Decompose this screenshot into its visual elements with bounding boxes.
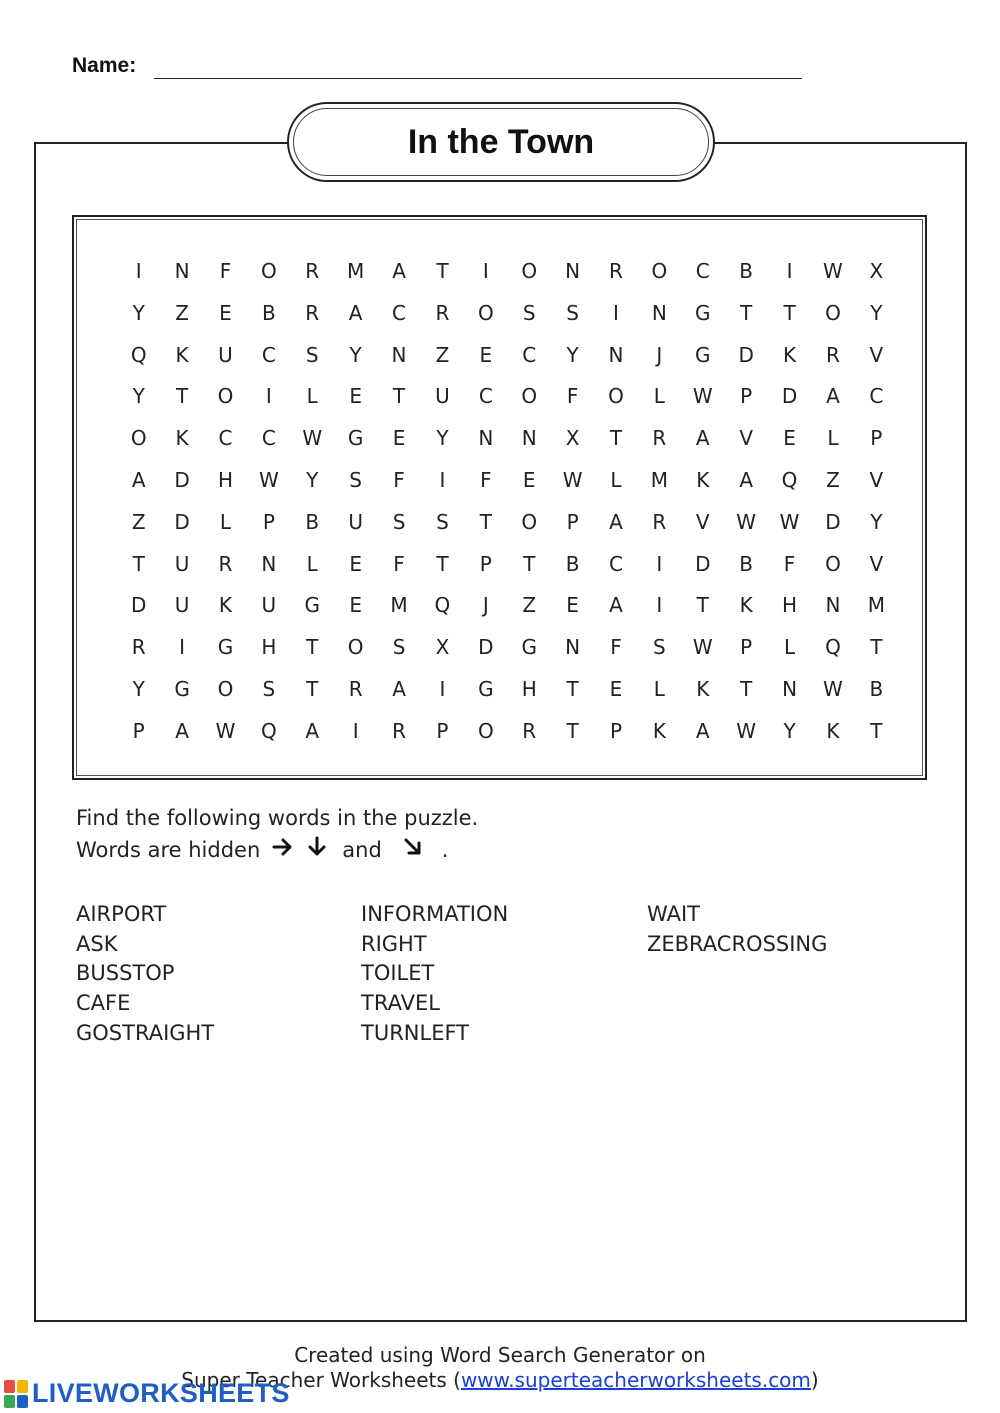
grid-cell[interactable]: S bbox=[392, 509, 406, 534]
grid-cell[interactable]: U bbox=[261, 593, 277, 618]
grid-cell[interactable]: W bbox=[823, 259, 843, 283]
grid-cell[interactable]: T bbox=[436, 259, 449, 283]
instruction-line-1: Find the following words in the puzzle. bbox=[76, 806, 479, 830]
arrow-down-right-icon bbox=[402, 836, 424, 863]
grid-cell[interactable]: F bbox=[219, 259, 232, 283]
grid-cell[interactable]: C bbox=[695, 259, 710, 283]
grid-cell[interactable]: L bbox=[827, 426, 839, 451]
grid-cell[interactable]: R bbox=[652, 509, 667, 534]
grid-cell[interactable]: J bbox=[656, 342, 663, 367]
grid-cell[interactable]: K bbox=[739, 593, 753, 618]
grid-cell[interactable]: A bbox=[131, 467, 146, 492]
grid-cell[interactable]: A bbox=[609, 509, 623, 534]
grid-cell[interactable]: I bbox=[656, 593, 663, 618]
grid-cell[interactable]: C bbox=[522, 342, 537, 367]
grid-cell[interactable]: V bbox=[869, 467, 884, 492]
grid-cell[interactable]: G bbox=[304, 593, 320, 618]
grid-cell[interactable]: W bbox=[823, 676, 843, 701]
grid-cell[interactable]: L bbox=[219, 509, 232, 534]
grid-cell[interactable]: E bbox=[349, 384, 362, 409]
grid-cell[interactable]: H bbox=[217, 467, 233, 492]
grid-cell[interactable]: Y bbox=[132, 300, 145, 325]
grid-cell[interactable]: W bbox=[692, 635, 713, 660]
grid-cell[interactable]: H bbox=[521, 676, 537, 701]
grid-cell[interactable]: I bbox=[439, 676, 446, 701]
grid-cell[interactable]: D bbox=[174, 467, 190, 492]
grid-cell[interactable]: C bbox=[609, 551, 623, 576]
grid-cell[interactable]: A bbox=[609, 593, 623, 618]
grid-cell[interactable]: O bbox=[477, 300, 494, 325]
grid-cell[interactable]: O bbox=[521, 509, 538, 534]
word-list-item: GOSTRAIGHT bbox=[76, 1020, 215, 1045]
grid-cell[interactable]: A bbox=[392, 676, 406, 701]
grid-cell[interactable]: S bbox=[653, 635, 666, 660]
grid-cell[interactable]: W bbox=[692, 384, 713, 409]
grid-cell[interactable]: I bbox=[179, 635, 186, 660]
grid-cell[interactable]: T bbox=[132, 551, 145, 576]
grid-cell[interactable]: A bbox=[695, 718, 710, 743]
grid-cell[interactable]: Q bbox=[130, 342, 147, 367]
grid-cell[interactable]: I bbox=[135, 259, 142, 283]
grid-cell[interactable]: S bbox=[262, 676, 276, 701]
instruction-prefix: Words are hidden bbox=[76, 837, 261, 862]
grid-cell[interactable]: B bbox=[565, 551, 580, 576]
grid-cell[interactable]: D bbox=[695, 551, 711, 576]
grid-cell[interactable]: B bbox=[262, 300, 276, 325]
grid-cell[interactable]: X bbox=[869, 259, 884, 283]
grid-cell[interactable]: K bbox=[696, 467, 710, 492]
grid-cell[interactable]: T bbox=[870, 718, 883, 743]
grid-cell[interactable]: Z bbox=[435, 342, 450, 367]
grid-cell[interactable]: R bbox=[392, 718, 406, 743]
grid-cell[interactable]: F bbox=[610, 635, 622, 660]
grid-cell[interactable]: C bbox=[392, 300, 407, 325]
grid-cell[interactable]: A bbox=[826, 384, 840, 409]
grid-cell[interactable]: Y bbox=[306, 467, 319, 492]
grid-cell[interactable]: O bbox=[217, 384, 234, 409]
grid-cell[interactable]: G bbox=[695, 300, 711, 325]
grid-cell[interactable]: B bbox=[739, 259, 754, 283]
grid-cell[interactable]: O bbox=[651, 259, 668, 283]
instruction-end: . bbox=[441, 837, 449, 862]
grid-cell[interactable]: E bbox=[349, 593, 362, 618]
grid-cell[interactable]: T bbox=[479, 509, 492, 534]
grid-cell[interactable]: F bbox=[783, 551, 796, 576]
grid-cell[interactable]: A bbox=[348, 300, 363, 325]
grid-cell[interactable]: Z bbox=[175, 300, 189, 325]
grid-cell[interactable]: P bbox=[609, 718, 623, 743]
grid-cell[interactable]: U bbox=[348, 509, 363, 534]
arrow-right-icon bbox=[272, 837, 294, 862]
grid-cell[interactable]: K bbox=[696, 676, 710, 701]
grid-cell[interactable]: Y bbox=[436, 426, 449, 451]
grid-cell[interactable]: D bbox=[825, 509, 841, 534]
grid-cell[interactable]: O bbox=[825, 300, 841, 325]
grid-cell[interactable]: I bbox=[265, 384, 272, 409]
grid-cell[interactable]: E bbox=[219, 300, 232, 325]
grid-cell[interactable]: O bbox=[217, 676, 234, 701]
grid-cell[interactable]: W bbox=[562, 467, 583, 492]
grid-cell[interactable]: M bbox=[347, 259, 365, 283]
grid-cell[interactable]: M bbox=[650, 467, 669, 492]
grid-cell[interactable]: R bbox=[609, 259, 623, 283]
grid-cell[interactable]: N bbox=[478, 426, 494, 451]
grid-cell[interactable]: D bbox=[174, 509, 190, 534]
grid-cell[interactable]: U bbox=[174, 593, 190, 618]
grid-cell[interactable]: Y bbox=[566, 342, 579, 367]
grid-cell[interactable]: O bbox=[521, 384, 538, 409]
grid-cell[interactable]: W bbox=[258, 467, 279, 492]
grid-cell[interactable]: K bbox=[175, 426, 189, 451]
grid-cell[interactable]: S bbox=[436, 509, 449, 534]
grid-cell[interactable]: T bbox=[609, 426, 623, 451]
grid-cell[interactable]: E bbox=[522, 467, 536, 492]
grid-cell[interactable]: Z bbox=[826, 467, 840, 492]
grid-cell[interactable]: V bbox=[739, 426, 753, 451]
grid-cell[interactable]: R bbox=[305, 300, 320, 325]
word-list-column-2 bbox=[361, 900, 508, 1049]
grid-cell[interactable]: N bbox=[521, 426, 537, 451]
grid-cell[interactable]: G bbox=[478, 676, 494, 701]
grid-cell[interactable]: N bbox=[651, 300, 667, 325]
footer-link[interactable]: www.superteacherworksheets.com bbox=[460, 1368, 811, 1392]
grid-cell[interactable]: C bbox=[218, 426, 233, 451]
grid-cell[interactable]: Y bbox=[349, 342, 362, 367]
grid-cell[interactable]: R bbox=[131, 635, 146, 660]
grid-cell[interactable]: C bbox=[261, 426, 276, 451]
grid-cell[interactable]: L bbox=[653, 384, 665, 409]
worksheet-title: In the Town bbox=[407, 122, 595, 161]
word-list-item: TRAVEL bbox=[361, 991, 440, 1016]
grid-cell[interactable]: P bbox=[479, 551, 492, 576]
footer-source-prefix: Super Teacher Worksheets ( bbox=[181, 1368, 461, 1392]
grid-cell[interactable]: T bbox=[566, 676, 579, 701]
grid-cell[interactable]: I bbox=[352, 718, 359, 743]
grid-cell[interactable]: K bbox=[218, 593, 233, 618]
grid-cell[interactable]: T bbox=[566, 718, 579, 743]
grid-cell[interactable]: T bbox=[870, 635, 883, 660]
grid-cell[interactable]: P bbox=[870, 426, 883, 451]
grid-cell[interactable]: T bbox=[740, 300, 753, 325]
grid-cell[interactable]: N bbox=[565, 635, 581, 660]
grid-cell[interactable]: E bbox=[783, 426, 796, 451]
grid-cell[interactable]: B bbox=[305, 509, 320, 534]
grid-cell[interactable]: Y bbox=[132, 384, 145, 409]
grid-cell[interactable]: C bbox=[261, 342, 276, 367]
grid-cell[interactable]: X bbox=[565, 426, 580, 451]
grid-cell[interactable]: N bbox=[261, 551, 277, 576]
word-list-column-3 bbox=[647, 900, 827, 959]
word-list-item: INFORMATION bbox=[361, 902, 509, 926]
grid-cell[interactable]: U bbox=[218, 342, 233, 367]
name-underline[interactable] bbox=[154, 78, 802, 79]
grid-cell[interactable]: R bbox=[522, 718, 537, 743]
grid-cell[interactable]: Q bbox=[825, 635, 841, 660]
grid-cell[interactable]: N bbox=[825, 593, 841, 618]
grid-cell[interactable]: L bbox=[610, 467, 622, 492]
grid-cell[interactable]: E bbox=[349, 551, 362, 576]
grid-cell[interactable]: D bbox=[130, 593, 147, 618]
grid-cell[interactable]: S bbox=[522, 300, 536, 325]
grid-cell[interactable]: U bbox=[435, 384, 450, 409]
logo-text: LIVEWORKSHEETS bbox=[32, 1378, 290, 1408]
grid-cell[interactable]: Q bbox=[781, 467, 798, 492]
grid-cell[interactable]: K bbox=[782, 342, 797, 367]
grid-cell[interactable]: R bbox=[435, 300, 450, 325]
instruction-line-2 bbox=[76, 836, 448, 863]
grid-cell[interactable]: T bbox=[436, 551, 449, 576]
grid-cell[interactable]: P bbox=[566, 509, 579, 534]
grid-cell[interactable]: Q bbox=[260, 718, 277, 743]
grid-cell[interactable]: V bbox=[695, 509, 710, 534]
grid-cell[interactable]: V bbox=[869, 551, 884, 576]
grid-cell[interactable]: S bbox=[566, 300, 579, 325]
liveworksheets-logo bbox=[4, 1378, 290, 1409]
grid-cell[interactable]: N bbox=[391, 342, 407, 367]
grid-cell[interactable]: N bbox=[565, 259, 581, 283]
grid-cell[interactable]: O bbox=[130, 426, 147, 451]
grid-cell[interactable]: D bbox=[478, 635, 494, 660]
grid-cell[interactable]: N bbox=[782, 676, 798, 701]
grid-cell[interactable]: D bbox=[781, 384, 798, 409]
grid-cell[interactable]: F bbox=[480, 467, 492, 492]
grid-cell[interactable]: I bbox=[439, 467, 446, 492]
grid-cell[interactable]: X bbox=[435, 635, 450, 660]
name-row bbox=[72, 54, 732, 84]
grid-cell[interactable]: W bbox=[779, 509, 800, 534]
grid-cell[interactable]: K bbox=[826, 718, 840, 743]
grid-cell[interactable]: T bbox=[696, 593, 709, 618]
word-list-item: TURNLEFT bbox=[361, 1020, 470, 1045]
grid-cell[interactable]: C bbox=[478, 384, 493, 409]
footer-credit: Created using Word Search Generator on bbox=[294, 1343, 706, 1367]
grid-cell[interactable]: T bbox=[175, 384, 189, 409]
grid-cell[interactable]: W bbox=[215, 718, 236, 743]
grid-cell[interactable]: C bbox=[869, 384, 884, 409]
grid-cell[interactable]: O bbox=[521, 259, 538, 283]
grid-cell[interactable]: R bbox=[825, 342, 840, 367]
grid-cell[interactable]: W bbox=[736, 718, 757, 743]
grid-cell[interactable]: E bbox=[479, 342, 493, 367]
grid-cell[interactable]: Z bbox=[522, 593, 537, 618]
grid-cell[interactable]: F bbox=[393, 551, 405, 576]
grid-cell[interactable]: M bbox=[867, 593, 885, 618]
grid-cell[interactable]: G bbox=[217, 635, 234, 660]
grid-cell[interactable]: W bbox=[302, 426, 323, 451]
grid-cell[interactable]: V bbox=[869, 342, 884, 367]
grid-cell[interactable]: A bbox=[695, 426, 710, 451]
grid-cell[interactable]: P bbox=[740, 384, 753, 409]
grid-cell[interactable]: P bbox=[132, 718, 145, 743]
grid-cell[interactable]: E bbox=[609, 676, 623, 701]
grid-cell[interactable]: Q bbox=[434, 593, 451, 618]
grid-cell[interactable]: B bbox=[869, 676, 884, 701]
word-list-item: WAIT bbox=[647, 902, 701, 926]
grid-cell[interactable]: O bbox=[260, 259, 277, 283]
word-list-column-1 bbox=[76, 900, 214, 1049]
grid-cell[interactable]: P bbox=[262, 509, 275, 534]
grid-cell[interactable]: A bbox=[305, 718, 320, 743]
letter-grid bbox=[117, 251, 898, 753]
word-list-item: BUSSTOP bbox=[76, 961, 175, 986]
grid-cell[interactable]: R bbox=[652, 426, 667, 451]
grid-cell[interactable]: J bbox=[482, 593, 489, 618]
instruction-and: and bbox=[342, 837, 382, 862]
grid-cell[interactable]: F bbox=[393, 467, 405, 492]
grid-cell[interactable]: A bbox=[175, 718, 189, 743]
grid-cell[interactable]: Y bbox=[870, 300, 883, 325]
grid-cell[interactable]: O bbox=[608, 384, 624, 409]
grid-cell[interactable]: D bbox=[738, 342, 754, 367]
grid-cell[interactable]: A bbox=[739, 467, 753, 492]
grid-cell[interactable]: R bbox=[305, 259, 320, 283]
grid-cell[interactable]: I bbox=[786, 259, 793, 283]
grid-cell[interactable]: U bbox=[174, 551, 190, 576]
grid-cell[interactable]: R bbox=[348, 676, 363, 701]
grid-cell[interactable]: N bbox=[174, 259, 190, 283]
grid-cell[interactable]: L bbox=[306, 551, 318, 576]
grid-cell[interactable]: H bbox=[261, 635, 277, 660]
grid-cell[interactable]: Y bbox=[783, 718, 796, 743]
grid-cell[interactable]: G bbox=[695, 342, 711, 367]
grid-cell[interactable]: W bbox=[736, 509, 757, 534]
name-label: Name: bbox=[72, 54, 137, 77]
grid-cell[interactable]: H bbox=[782, 593, 798, 618]
grid-cell[interactable]: P bbox=[436, 718, 449, 743]
word-list-item: RIGHT bbox=[361, 931, 427, 956]
grid-cell[interactable]: G bbox=[174, 676, 190, 701]
grid-cell[interactable]: G bbox=[521, 635, 537, 660]
grid-cell[interactable]: T bbox=[740, 676, 753, 701]
grid-cell[interactable]: A bbox=[392, 259, 406, 283]
grid-cell[interactable]: S bbox=[305, 342, 319, 367]
grid-cell[interactable]: T bbox=[783, 300, 796, 325]
grid-cell[interactable]: Y bbox=[870, 509, 883, 534]
grid-cell[interactable]: S bbox=[349, 467, 362, 492]
word-list-item: CAFE bbox=[76, 991, 131, 1016]
grid-cell[interactable]: F bbox=[566, 384, 579, 409]
grid-cell[interactable]: R bbox=[218, 551, 233, 576]
grid-cell[interactable]: B bbox=[739, 551, 754, 576]
grid-cell[interactable]: L bbox=[653, 676, 665, 701]
grid-cell[interactable]: M bbox=[390, 593, 408, 618]
grid-cell[interactable]: N bbox=[608, 342, 624, 367]
grid-cell[interactable]: L bbox=[783, 635, 796, 660]
arrow-down-icon bbox=[306, 836, 328, 863]
grid-cell[interactable]: Y bbox=[132, 676, 145, 701]
grid-cell[interactable]: I bbox=[613, 300, 619, 325]
grid-cell[interactable]: I bbox=[656, 551, 663, 576]
grid-cell[interactable]: K bbox=[652, 718, 666, 743]
grid-cell[interactable]: O bbox=[477, 718, 494, 743]
grid-cell[interactable]: T bbox=[392, 384, 406, 409]
title-banner bbox=[287, 102, 715, 182]
grid-cell[interactable]: O bbox=[825, 551, 841, 576]
grid-cell[interactable]: E bbox=[392, 426, 406, 451]
grid-cell[interactable]: O bbox=[347, 635, 364, 660]
grid-cell[interactable]: T bbox=[306, 635, 319, 660]
word-list-item: ZEBRACROSSING bbox=[647, 931, 828, 956]
grid-cell[interactable]: S bbox=[392, 635, 406, 660]
word-list-item: AIRPORT bbox=[76, 902, 167, 926]
footer-source-suffix: ) bbox=[810, 1368, 819, 1392]
grid-cell[interactable]: P bbox=[740, 635, 753, 660]
grid-cell[interactable]: I bbox=[482, 259, 489, 283]
grid-cell[interactable]: E bbox=[566, 593, 579, 618]
logo-mark-icon bbox=[4, 1380, 28, 1408]
word-list-item: TOILET bbox=[361, 961, 435, 986]
grid-cell[interactable]: T bbox=[306, 676, 319, 701]
grid-cell[interactable]: Z bbox=[131, 509, 146, 534]
word-list-item: ASK bbox=[76, 931, 118, 956]
grid-cell[interactable]: L bbox=[306, 384, 318, 409]
grid-cell[interactable]: G bbox=[347, 426, 364, 451]
grid-cell[interactable]: T bbox=[523, 551, 536, 576]
grid-cell[interactable]: K bbox=[175, 342, 189, 367]
